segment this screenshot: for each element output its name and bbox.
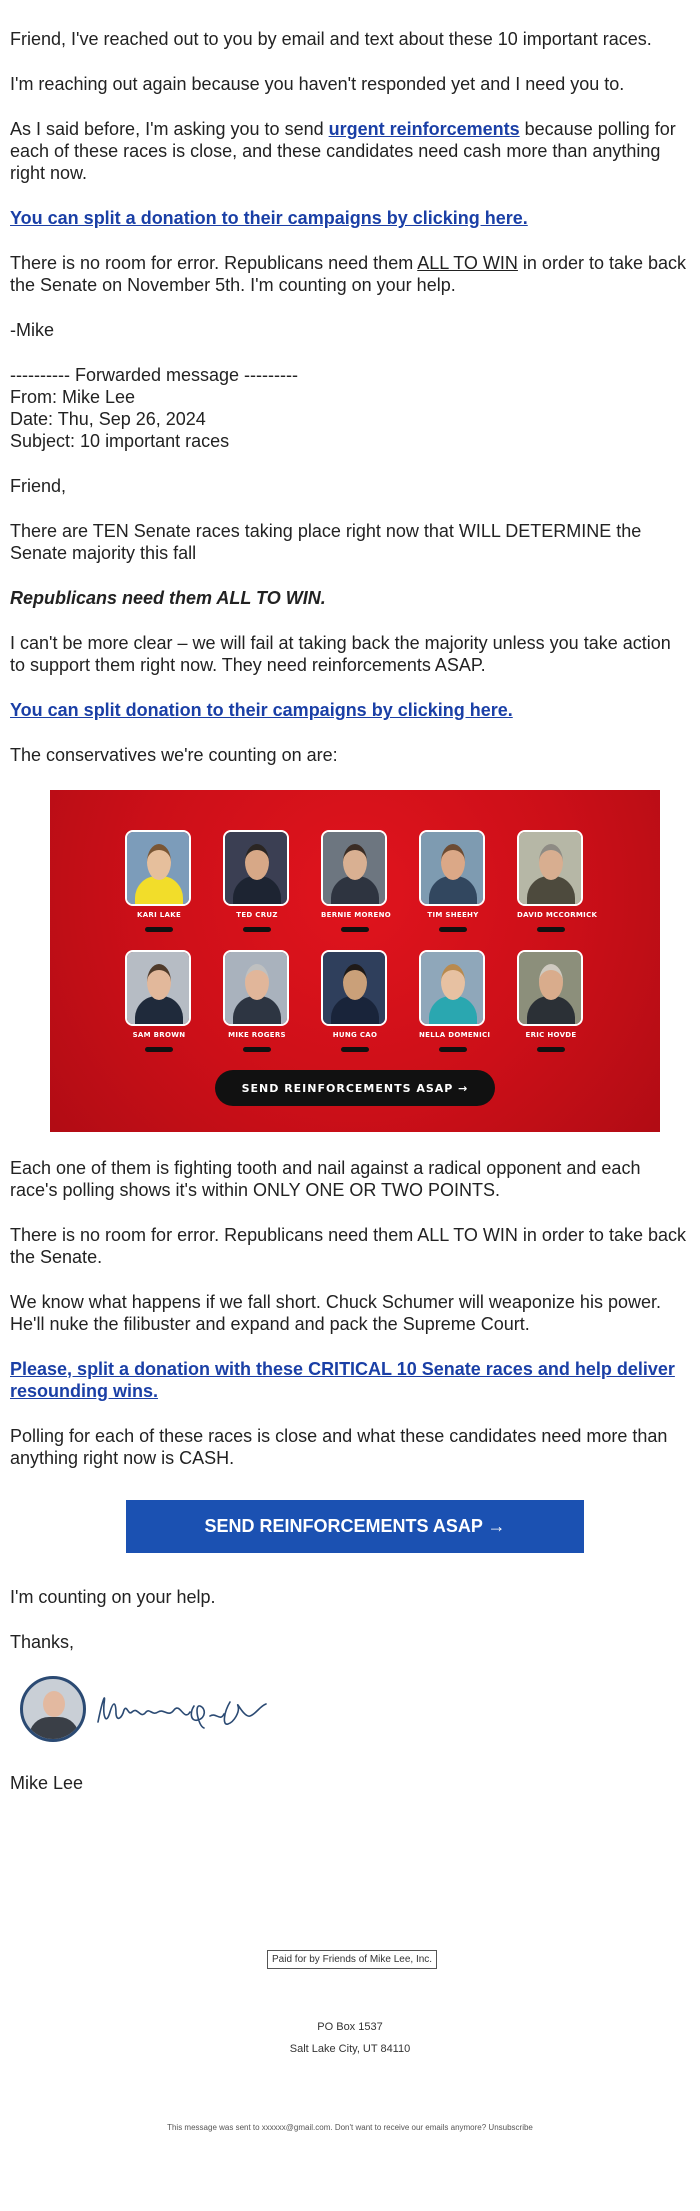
candidate-name: TIM SHEEHY [427, 911, 479, 919]
closing-name: Mike Lee [10, 1773, 84, 1793]
intro-paragraph-3 [10, 118, 690, 184]
intro-p4-after: in order to take back the Senate on November 5th. I'm counting on your help. [10, 253, 687, 295]
candidate-state-badge [243, 1047, 271, 1052]
unsubscribe-notice[interactable]: This message was sent to xxxxxx@gmail.com. Don't want to receive our emails anymore? Unsubscribe [167, 2123, 533, 2132]
photo-head [441, 844, 465, 880]
avatar-body [29, 1717, 79, 1742]
candidate-photo [419, 950, 485, 1026]
candidate-name: ERIC HOVDE [525, 1031, 577, 1039]
candidate-name: DAVID MCCORMICK [517, 911, 598, 919]
candidate-name: BERNIE MORENO [321, 911, 391, 919]
candidate-card [419, 950, 491, 1057]
candidate-state-badge [439, 1047, 467, 1052]
candidate-card [125, 830, 193, 937]
candidate-card [223, 830, 291, 937]
candidate-state-badge [145, 927, 173, 932]
candidate-name: SAM BROWN [132, 1031, 186, 1039]
after-paragraph-3: We know what happens if we fall short. Chuck Schumer will weaponize his power. He'll nuke the filibuster and expand and pack the Supreme Court. [10, 1292, 661, 1334]
mike-lee-avatar [20, 1676, 86, 1742]
body-paragraph-1: There are TEN Senate races taking place right now that WILL DETERMINE the Senate majority this fall [10, 521, 642, 563]
candidate-name: TED CRUZ [236, 911, 278, 919]
photo-head [539, 964, 563, 1000]
closing-thanks: Thanks, [10, 1632, 75, 1652]
candidate-photo [517, 830, 583, 906]
split-donation-link-3[interactable]: Please, split a donation with these CRITICAL 10 Senate races and help deliver resounding wins. [10, 1359, 675, 1401]
intro-p3-before: As I said before, I'm asking you to send [10, 119, 329, 139]
candidate-photo [223, 830, 289, 906]
po-box: PO Box 1537 [317, 2021, 383, 2033]
body-emphasis: Republicans need them ALL TO WIN. [10, 588, 326, 608]
candidate-state-badge [243, 927, 271, 932]
photo-head [147, 844, 171, 880]
candidate-state-badge [439, 927, 467, 932]
intro-paragraph-1: Friend, I've reached out to you by email and text about these 10 important races. [10, 29, 652, 49]
candidates-banner-image[interactable] [50, 790, 660, 1132]
candidate-name: HUNG CAO [332, 1031, 378, 1039]
all-to-win-underline: ALL TO WIN [417, 253, 518, 273]
forwarded-subject: Subject: 10 important races [10, 431, 230, 451]
candidate-card [321, 830, 389, 937]
candidate-photo [223, 950, 289, 1026]
closing-paragraph: I'm counting on your help. [10, 1587, 216, 1607]
candidate-photo [321, 950, 387, 1026]
candidate-name: MIKE ROGERS [228, 1031, 286, 1039]
body-greeting: Friend, [10, 476, 67, 496]
photo-head [343, 964, 367, 1000]
forwarded-header-block [10, 364, 690, 452]
forwarded-from: From: Mike Lee [10, 387, 136, 407]
intro-p4-before: There is no room for error. Republicans need them [10, 253, 418, 273]
candidate-card [517, 830, 598, 937]
city-address: Salt Lake City, UT 84110 [289, 2043, 411, 2055]
photo-head [343, 844, 367, 880]
send-reinforcements-button[interactable]: SEND REINFORCEMENTS ASAP → [126, 1500, 584, 1553]
after-paragraph-4: Polling for each of these races is close and what these candidates need more than anything right now is CASH. [10, 1426, 668, 1468]
candidate-photo [321, 830, 387, 906]
candidate-state-badge [341, 927, 369, 932]
candidate-state-badge [537, 927, 565, 932]
candidate-card [125, 950, 193, 1057]
candidate-photo [125, 950, 191, 1026]
photo-head [245, 964, 269, 1000]
forwarded-date: Date: Thu, Sep 26, 2024 [10, 409, 206, 429]
body-paragraph-2: I can't be more clear – we will fail at taking back the majority unless you take action to support them right now. They need reinforcements ASAP. [10, 633, 671, 675]
after-paragraph-2: There is no room for error. Republicans need them ALL TO WIN in order to take back the Senate. [10, 1225, 686, 1267]
forwarded-separator: ---------- Forwarded message --------- [10, 365, 298, 385]
photo-head [245, 844, 269, 880]
intro-paragraph-4 [10, 252, 690, 296]
candidate-state-badge [145, 1047, 173, 1052]
candidate-card [223, 950, 291, 1057]
candidate-state-badge [341, 1047, 369, 1052]
candidate-name: NELLA DOMENICI [419, 1031, 491, 1039]
candidate-state-badge [537, 1047, 565, 1052]
body-paragraph-3: The conservatives we're counting on are: [10, 745, 338, 765]
candidate-card [419, 830, 487, 937]
candidate-card [517, 950, 585, 1057]
candidate-photo [517, 950, 583, 1026]
photo-head [441, 964, 465, 1000]
candidate-photo [419, 830, 485, 906]
signature-image [94, 1682, 284, 1742]
candidate-photo [125, 830, 191, 906]
photo-head [539, 844, 563, 880]
urgent-reinforcements-link[interactable]: urgent reinforcements [328, 119, 520, 139]
banner-send-reinforcements-button[interactable]: SEND REINFORCEMENTS ASAP → [215, 1070, 495, 1106]
paid-for-disclaimer: Paid for by Friends of Mike Lee, Inc. [267, 1950, 437, 1969]
split-donation-link-2[interactable]: You can split donation to their campaigns by clicking here. [10, 700, 513, 720]
photo-head [147, 964, 171, 1000]
split-donation-link-1[interactable]: You can split a donation to their campaigns by clicking here. [10, 208, 528, 228]
intro-p3-after: because polling for each of these races is close, and these candidates need cash more than anything right now. [10, 119, 676, 183]
avatar-head [43, 1691, 65, 1717]
candidate-name: KARI LAKE [136, 911, 182, 919]
after-paragraph-1: Each one of them is fighting tooth and nail against a radical opponent and each race's polling shows it's within ONLY ONE OR TWO POINTS. [10, 1158, 641, 1200]
candidate-card [321, 950, 389, 1057]
intro-paragraph-2: I'm reaching out again because you haven't responded yet and I need you to. [10, 74, 625, 94]
intro-signoff: -Mike [10, 320, 54, 340]
